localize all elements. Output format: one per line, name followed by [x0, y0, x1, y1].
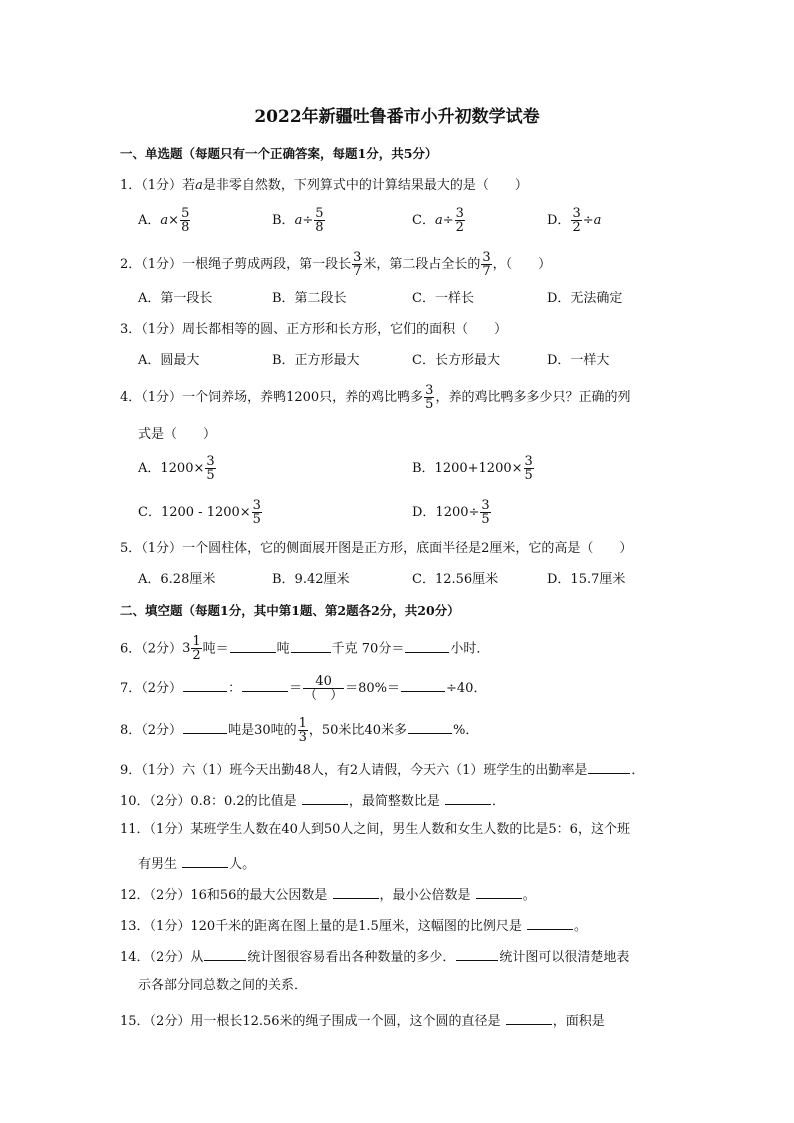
- answer-blank[interactable]: [456, 946, 498, 961]
- answer-blank[interactable]: [506, 1010, 552, 1025]
- answer-blank[interactable]: [333, 884, 379, 899]
- question-4-cont: 式是（ ）: [138, 427, 217, 442]
- question-14: 14．（2分）从 统计图很容易看出各种数量的多少． 统计图可以很清楚地表: [120, 946, 629, 967]
- q1-option-c[interactable]: C．a÷ $\frac{3}{2}$: [412, 206, 464, 235]
- question-7: 7．（2分） ： ＝ $\frac{40}{( )}$ ＝80%＝ ÷40．: [120, 674, 487, 703]
- q5-option-b[interactable]: B．9.42厘米: [272, 572, 350, 587]
- answer-blank[interactable]: [588, 759, 630, 774]
- answer-blank[interactable]: [476, 884, 522, 899]
- q4-option-c[interactable]: C．1200 - 1200× $\frac{3}{5}$: [138, 498, 261, 527]
- question-6: 6．（2分）3 $\frac{1}{2}$ 吨＝ 吨 千克 70分＝ 小时．: [120, 634, 490, 663]
- q1-option-b[interactable]: B．a÷ $\frac{5}{8}$: [272, 206, 324, 235]
- q2-option-d[interactable]: D．无法确定: [547, 291, 623, 306]
- question-3: 3．（1分）周长都相等的圆、正方形和长方形，它们的面积（ ）: [120, 322, 508, 337]
- question-11-cont: 有男生 人。: [138, 853, 255, 874]
- answer-blank[interactable]: [183, 677, 227, 692]
- question-2: 2．（1分）一根绳子剪成两段，第一段长 $\frac{3}{7}$ 米，第二段占全长的 $\frac{3}{7}$ ，（ ）: [120, 250, 552, 279]
- q2-option-b[interactable]: B．第二段长: [272, 291, 347, 306]
- q2-option-a[interactable]: A．第一段长: [138, 291, 213, 306]
- answer-blank[interactable]: [445, 790, 491, 805]
- section-heading: 一、单选题（每题只有一个正确答案，每题1分，共5分）: [120, 146, 438, 161]
- question-4: 4．（1分）一个饲养场，养鸭1200只，养的鸡比鸭多 $\frac{3}{5}$ ，养的鸡比鸭多多少只？正确的列: [120, 383, 631, 412]
- question-13: 13．（1分）120千米的距离在图上量的是1.5厘米，这幅图的比例尺是 。: [120, 915, 587, 936]
- question-1: 1．（1分）若a是非零自然数，下列算式中的计算结果最大的是（ ）: [120, 178, 528, 193]
- answer-blank[interactable]: [405, 638, 449, 653]
- question-9: 9．（1分）六（1）班今天出勤48人，有2人请假，今天六（1）班学生的出勤率是 ．: [120, 759, 644, 780]
- answer-blank[interactable]: [242, 677, 288, 692]
- question-5: 5．（1分）一个圆柱体，它的侧面展开图是正方形，底面半径是2厘米，它的高是（ ）: [120, 541, 633, 556]
- q5-option-c[interactable]: C．12.56厘米: [412, 572, 499, 587]
- answer-blank[interactable]: [183, 719, 227, 734]
- answer-blank[interactable]: [302, 790, 348, 805]
- answer-blank[interactable]: [401, 677, 445, 692]
- answer-blank[interactable]: [230, 638, 276, 653]
- q4-option-a[interactable]: A．1200× $\frac{3}{5}$: [138, 454, 215, 483]
- q5-option-d[interactable]: D．15.7厘米: [547, 572, 626, 587]
- question-15: 15．（2分）用一根长12.56米的绳子围成一个圆，这个圆的直径是 ，面积是: [120, 1010, 605, 1031]
- question-11: 11．（1分）某班学生人数在40人到50人之间，男生人数和女生人数的比是5：6，这个班: [120, 822, 630, 837]
- q1-option-a[interactable]: A．a× $\frac{5}{8}$: [138, 206, 190, 235]
- q4-option-d[interactable]: D．1200÷ $\frac{3}{5}$: [412, 498, 490, 527]
- q2-option-c[interactable]: C．一样长: [412, 291, 474, 306]
- answer-blank[interactable]: [204, 946, 246, 961]
- section-heading: 二、填空题（每题1分，其中第1题、第2题各2分，共20分）: [120, 603, 460, 618]
- answer-blank[interactable]: [408, 719, 452, 734]
- question-10: 10．（2分）0.8：0.2的比值是 ，最简整数比是 ．: [120, 790, 505, 811]
- question-12: 12．（2分）16和56的最大公因数是 ，最小公倍数是 。: [120, 884, 536, 905]
- answer-blank[interactable]: [527, 915, 573, 930]
- q3-option-c[interactable]: C．长方形最大: [412, 353, 500, 368]
- question-8: 8．（2分） 吨是30吨的 $\frac{1}{3}$ ，50米比40米多 %．: [120, 716, 479, 745]
- answer-blank[interactable]: [182, 853, 228, 868]
- answer-blank[interactable]: [291, 638, 331, 653]
- page-title: 2022年新疆吐鲁番市小升初数学试卷: [254, 107, 540, 127]
- q3-option-a[interactable]: A．圆最大: [138, 353, 200, 368]
- q3-option-b[interactable]: B．正方形最大: [272, 353, 360, 368]
- q4-option-b[interactable]: B．1200+1200× $\frac{3}{5}$: [412, 454, 533, 483]
- question-14-cont: 示各部分同总数之间的关系．: [138, 978, 308, 993]
- q1-option-d[interactable]: D． $\frac{3}{2}$ ÷a: [547, 206, 602, 235]
- q3-option-d[interactable]: D．一样大: [547, 353, 610, 368]
- q5-option-a[interactable]: A．6.28厘米: [138, 572, 216, 587]
